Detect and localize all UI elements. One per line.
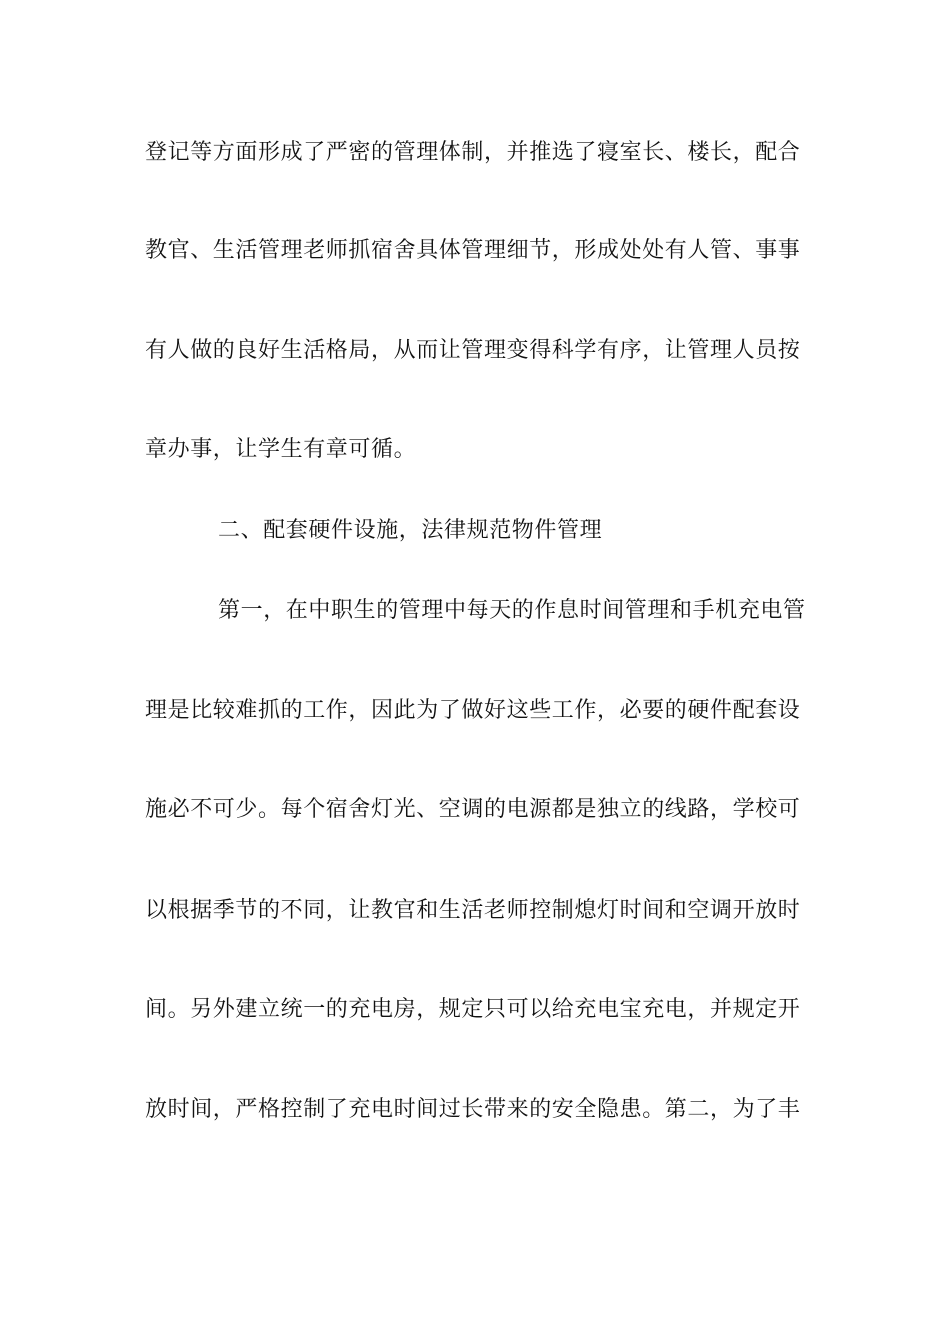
paragraph-line: 放时间，严格控制了充电时间过长带来的安全隐患。第二，为了丰 (145, 1097, 801, 1122)
paragraph-line: 以根据季节的不同，让教官和生活老师控制熄灯时间和空调开放时 (145, 898, 801, 923)
paragraph-line: 第一，在中职生的管理中每天的作息时间管理和手机充电管 (218, 598, 806, 623)
section-heading: 二、配套硬件设施，法律规范物件管理 (218, 518, 603, 543)
paragraph-line: 登记等方面形成了严密的管理体制，并推选了寝室长、楼长，配合 (145, 140, 801, 165)
paragraph-line: 理是比较难抓的工作，因此为了做好这些工作，必要的硬件配套设 (145, 698, 801, 723)
paragraph-line: 施必不可少。每个宿舍灯光、空调的电源都是独立的线路，学校可 (145, 797, 801, 822)
paragraph-line: 教官、生活管理老师抓宿舍具体管理细节，形成处处有人管、事事 (145, 238, 801, 263)
paragraph-line: 有人做的良好生活格局，从而让管理变得科学有序，让管理人员按 (145, 338, 801, 363)
paragraph-line: 间。另外建立统一的充电房，规定只可以给充电宝充电，并规定开 (145, 997, 801, 1022)
paragraph-line: 章办事，让学生有章可循。 (145, 437, 417, 462)
